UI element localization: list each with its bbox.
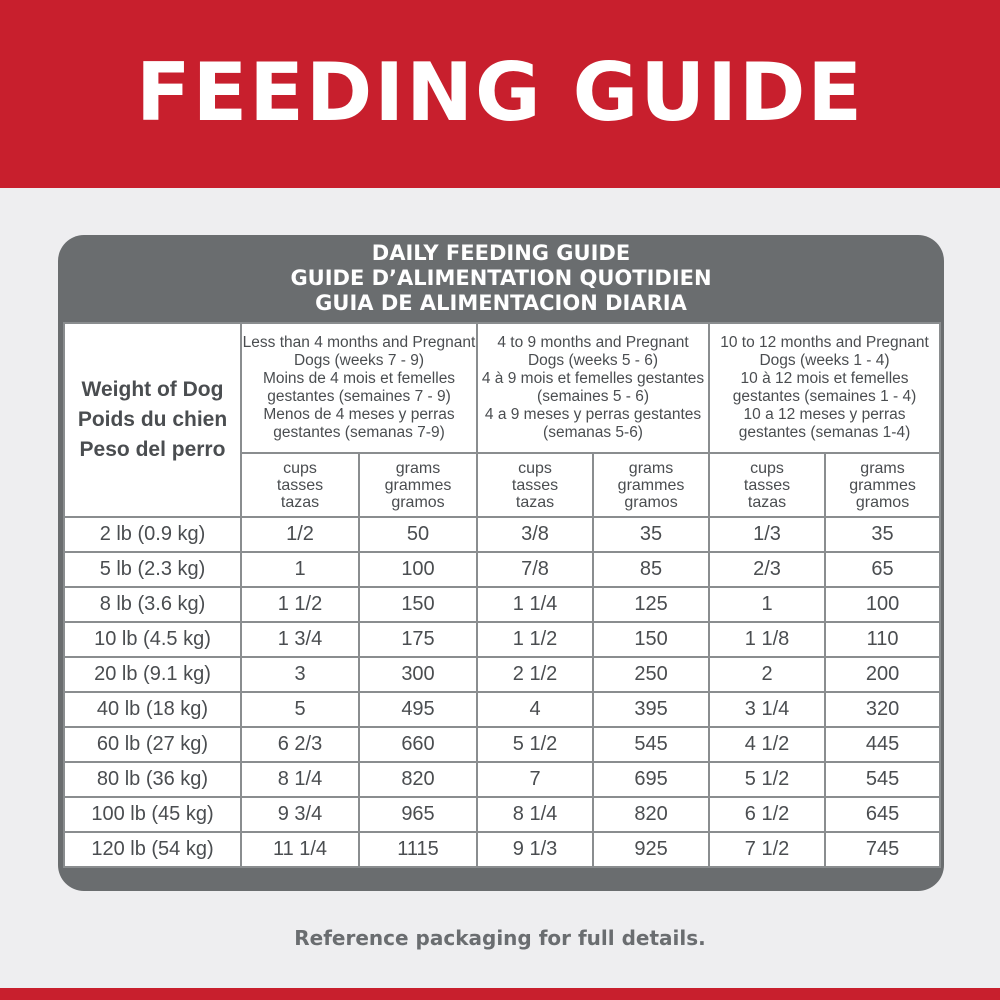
cups-cell: 6 2/3 bbox=[241, 727, 359, 762]
cups-cell: 2/3 bbox=[709, 552, 825, 587]
grams-cell: 150 bbox=[359, 587, 477, 622]
grams-cell: 745 bbox=[825, 832, 940, 867]
grams-cell: 100 bbox=[825, 587, 940, 622]
table-row bbox=[64, 832, 940, 867]
cups-cell: 3 bbox=[241, 657, 359, 692]
cups-cell: 1 1/4 bbox=[477, 587, 593, 622]
cups-cell: 1/2 bbox=[241, 517, 359, 552]
panel-header bbox=[58, 241, 944, 316]
table-row bbox=[64, 797, 940, 832]
weight-cell: 10 lb (4.5 kg) bbox=[64, 622, 241, 657]
weight-column-header bbox=[64, 323, 241, 517]
grams-cell: 1115 bbox=[359, 832, 477, 867]
grams-unit-header bbox=[593, 453, 709, 517]
cups-cell: 1 1/2 bbox=[477, 622, 593, 657]
grams-cell: 660 bbox=[359, 727, 477, 762]
cups-unit-label: cups bbox=[283, 459, 317, 477]
table-row bbox=[64, 587, 940, 622]
grams-cell: 965 bbox=[359, 797, 477, 832]
cups-cell: 1 bbox=[241, 552, 359, 587]
grams-unit-label: gramos bbox=[624, 493, 678, 511]
grams-cell: 925 bbox=[593, 832, 709, 867]
cups-unit-header bbox=[477, 453, 593, 517]
cups-unit-label: tasses bbox=[276, 476, 324, 494]
grams-cell: 495 bbox=[359, 692, 477, 727]
cups-cell: 5 bbox=[241, 692, 359, 727]
weight-cell: 20 lb (9.1 kg) bbox=[64, 657, 241, 692]
cups-cell: 1 3/4 bbox=[241, 622, 359, 657]
weight-cell: 2 lb (0.9 kg) bbox=[64, 517, 241, 552]
weight-cell: 80 lb (36 kg) bbox=[64, 762, 241, 797]
age-group-en: 4 to 9 months and Pregnant Dogs (weeks 5 - 6) bbox=[497, 334, 689, 369]
cups-cell: 9 3/4 bbox=[241, 797, 359, 832]
page-title: FEEDING GUIDE bbox=[135, 46, 865, 139]
cups-cell: 1 1/8 bbox=[709, 622, 825, 657]
grams-cell: 110 bbox=[825, 622, 940, 657]
table-row bbox=[64, 517, 940, 552]
feeding-table bbox=[63, 322, 941, 868]
grams-cell: 100 bbox=[359, 552, 477, 587]
age-group-header-1 bbox=[241, 323, 477, 453]
table-row bbox=[64, 622, 940, 657]
cups-cell: 7/8 bbox=[477, 552, 593, 587]
grams-cell: 320 bbox=[825, 692, 940, 727]
grams-unit-label: grammes bbox=[384, 476, 452, 494]
cups-cell: 6 1/2 bbox=[709, 797, 825, 832]
cups-cell: 2 bbox=[709, 657, 825, 692]
age-group-en: Less than 4 months and Pregnant Dogs (weeks 7 - 9) bbox=[242, 334, 476, 369]
cups-cell: 4 1/2 bbox=[709, 727, 825, 762]
grams-unit-header bbox=[825, 453, 940, 517]
cups-unit-label: tazas bbox=[280, 493, 320, 511]
grams-cell: 695 bbox=[593, 762, 709, 797]
grams-unit-label: gramos bbox=[391, 493, 445, 511]
grams-cell: 545 bbox=[593, 727, 709, 762]
cups-unit-label: tazas bbox=[747, 493, 787, 511]
grams-cell: 445 bbox=[825, 727, 940, 762]
panel-header-en: DAILY FEEDING GUIDE bbox=[371, 241, 631, 265]
grams-cell: 65 bbox=[825, 552, 940, 587]
grams-unit-label: grams bbox=[395, 459, 441, 477]
grams-cell: 820 bbox=[593, 797, 709, 832]
grams-cell: 820 bbox=[359, 762, 477, 797]
bottom-band bbox=[0, 988, 1000, 1000]
cups-cell: 5 1/2 bbox=[477, 727, 593, 762]
cups-cell: 11 1/4 bbox=[241, 832, 359, 867]
age-group-es: 10 a 12 meses y perras gestantes (semanas 1-4) bbox=[738, 406, 911, 441]
grams-cell: 85 bbox=[593, 552, 709, 587]
cups-cell: 3 1/4 bbox=[709, 692, 825, 727]
cups-unit-label: cups bbox=[750, 459, 784, 477]
cups-cell: 8 1/4 bbox=[241, 762, 359, 797]
grams-cell: 125 bbox=[593, 587, 709, 622]
cups-cell: 1 1/2 bbox=[241, 587, 359, 622]
grams-cell: 250 bbox=[593, 657, 709, 692]
weight-header-es: Peso del perro bbox=[79, 438, 226, 461]
footer-note: Reference packaging for full details. bbox=[294, 926, 706, 950]
weight-cell: 60 lb (27 kg) bbox=[64, 727, 241, 762]
grams-unit-header bbox=[359, 453, 477, 517]
cups-unit-label: tasses bbox=[511, 476, 559, 494]
age-group-fr: 4 à 9 mois et femelles gestantes (semaines 5 - 6) bbox=[481, 370, 705, 405]
grams-cell: 645 bbox=[825, 797, 940, 832]
weight-cell: 5 lb (2.3 kg) bbox=[64, 552, 241, 587]
grams-unit-label: grammes bbox=[849, 476, 916, 494]
cups-cell: 1 bbox=[709, 587, 825, 622]
panel-header-fr: GUIDE D’ALIMENTATION QUOTIDIEN bbox=[290, 266, 712, 290]
grams-unit-label: grams bbox=[628, 459, 674, 477]
age-group-fr: Moins de 4 mois et femelles gestantes (semaines 7 - 9) bbox=[262, 370, 456, 405]
cups-cell: 4 bbox=[477, 692, 593, 727]
table-row bbox=[64, 657, 940, 692]
cups-cell: 8 1/4 bbox=[477, 797, 593, 832]
cups-unit-label: tasses bbox=[743, 476, 791, 494]
table-row bbox=[64, 692, 940, 727]
grams-cell: 150 bbox=[593, 622, 709, 657]
age-group-fr: 10 à 12 mois et femelles gestantes (semaines 1 - 4) bbox=[732, 370, 917, 405]
cups-unit-header bbox=[241, 453, 359, 517]
table-row bbox=[64, 552, 940, 587]
title-banner bbox=[0, 0, 1000, 188]
grams-cell: 395 bbox=[593, 692, 709, 727]
grams-cell: 200 bbox=[825, 657, 940, 692]
cups-cell: 5 1/2 bbox=[709, 762, 825, 797]
cups-cell: 9 1/3 bbox=[477, 832, 593, 867]
age-group-es: 4 a 9 meses y perras gestantes (semanas 5-6) bbox=[484, 406, 702, 441]
feeding-guide-panel bbox=[58, 235, 944, 891]
age-group-header-2 bbox=[477, 323, 709, 453]
age-group-en: 10 to 12 months and Pregnant Dogs (weeks 1 - 4) bbox=[720, 334, 929, 369]
grams-unit-label: gramos bbox=[855, 493, 910, 511]
cups-cell: 1/3 bbox=[709, 517, 825, 552]
age-group-es: Menos de 4 meses y perras gestantes (semanas 7-9) bbox=[263, 406, 455, 441]
weight-header-en: Weight of Dog bbox=[81, 378, 224, 401]
cups-unit-label: cups bbox=[518, 459, 552, 477]
cups-cell: 3/8 bbox=[477, 517, 593, 552]
grams-cell: 35 bbox=[593, 517, 709, 552]
cups-cell: 2 1/2 bbox=[477, 657, 593, 692]
weight-cell: 100 lb (45 kg) bbox=[64, 797, 241, 832]
grams-cell: 545 bbox=[825, 762, 940, 797]
cups-unit-header bbox=[709, 453, 825, 517]
cups-cell: 7 1/2 bbox=[709, 832, 825, 867]
weight-cell: 8 lb (3.6 kg) bbox=[64, 587, 241, 622]
cups-unit-label: tazas bbox=[515, 493, 555, 511]
table-row bbox=[64, 762, 940, 797]
grams-cell: 300 bbox=[359, 657, 477, 692]
weight-cell: 120 lb (54 kg) bbox=[64, 832, 241, 867]
grams-unit-label: grammes bbox=[617, 476, 685, 494]
grams-cell: 50 bbox=[359, 517, 477, 552]
cups-cell: 7 bbox=[477, 762, 593, 797]
panel-header-es: GUIA DE ALIMENTACION DIARIA bbox=[315, 291, 687, 315]
grams-cell: 175 bbox=[359, 622, 477, 657]
grams-cell: 35 bbox=[825, 517, 940, 552]
table-row bbox=[64, 727, 940, 762]
weight-cell: 40 lb (18 kg) bbox=[64, 692, 241, 727]
age-group-header-3 bbox=[709, 323, 940, 453]
grams-unit-label: grams bbox=[860, 459, 905, 477]
table-body bbox=[64, 517, 940, 867]
weight-header-fr: Poids du chien bbox=[77, 408, 228, 431]
